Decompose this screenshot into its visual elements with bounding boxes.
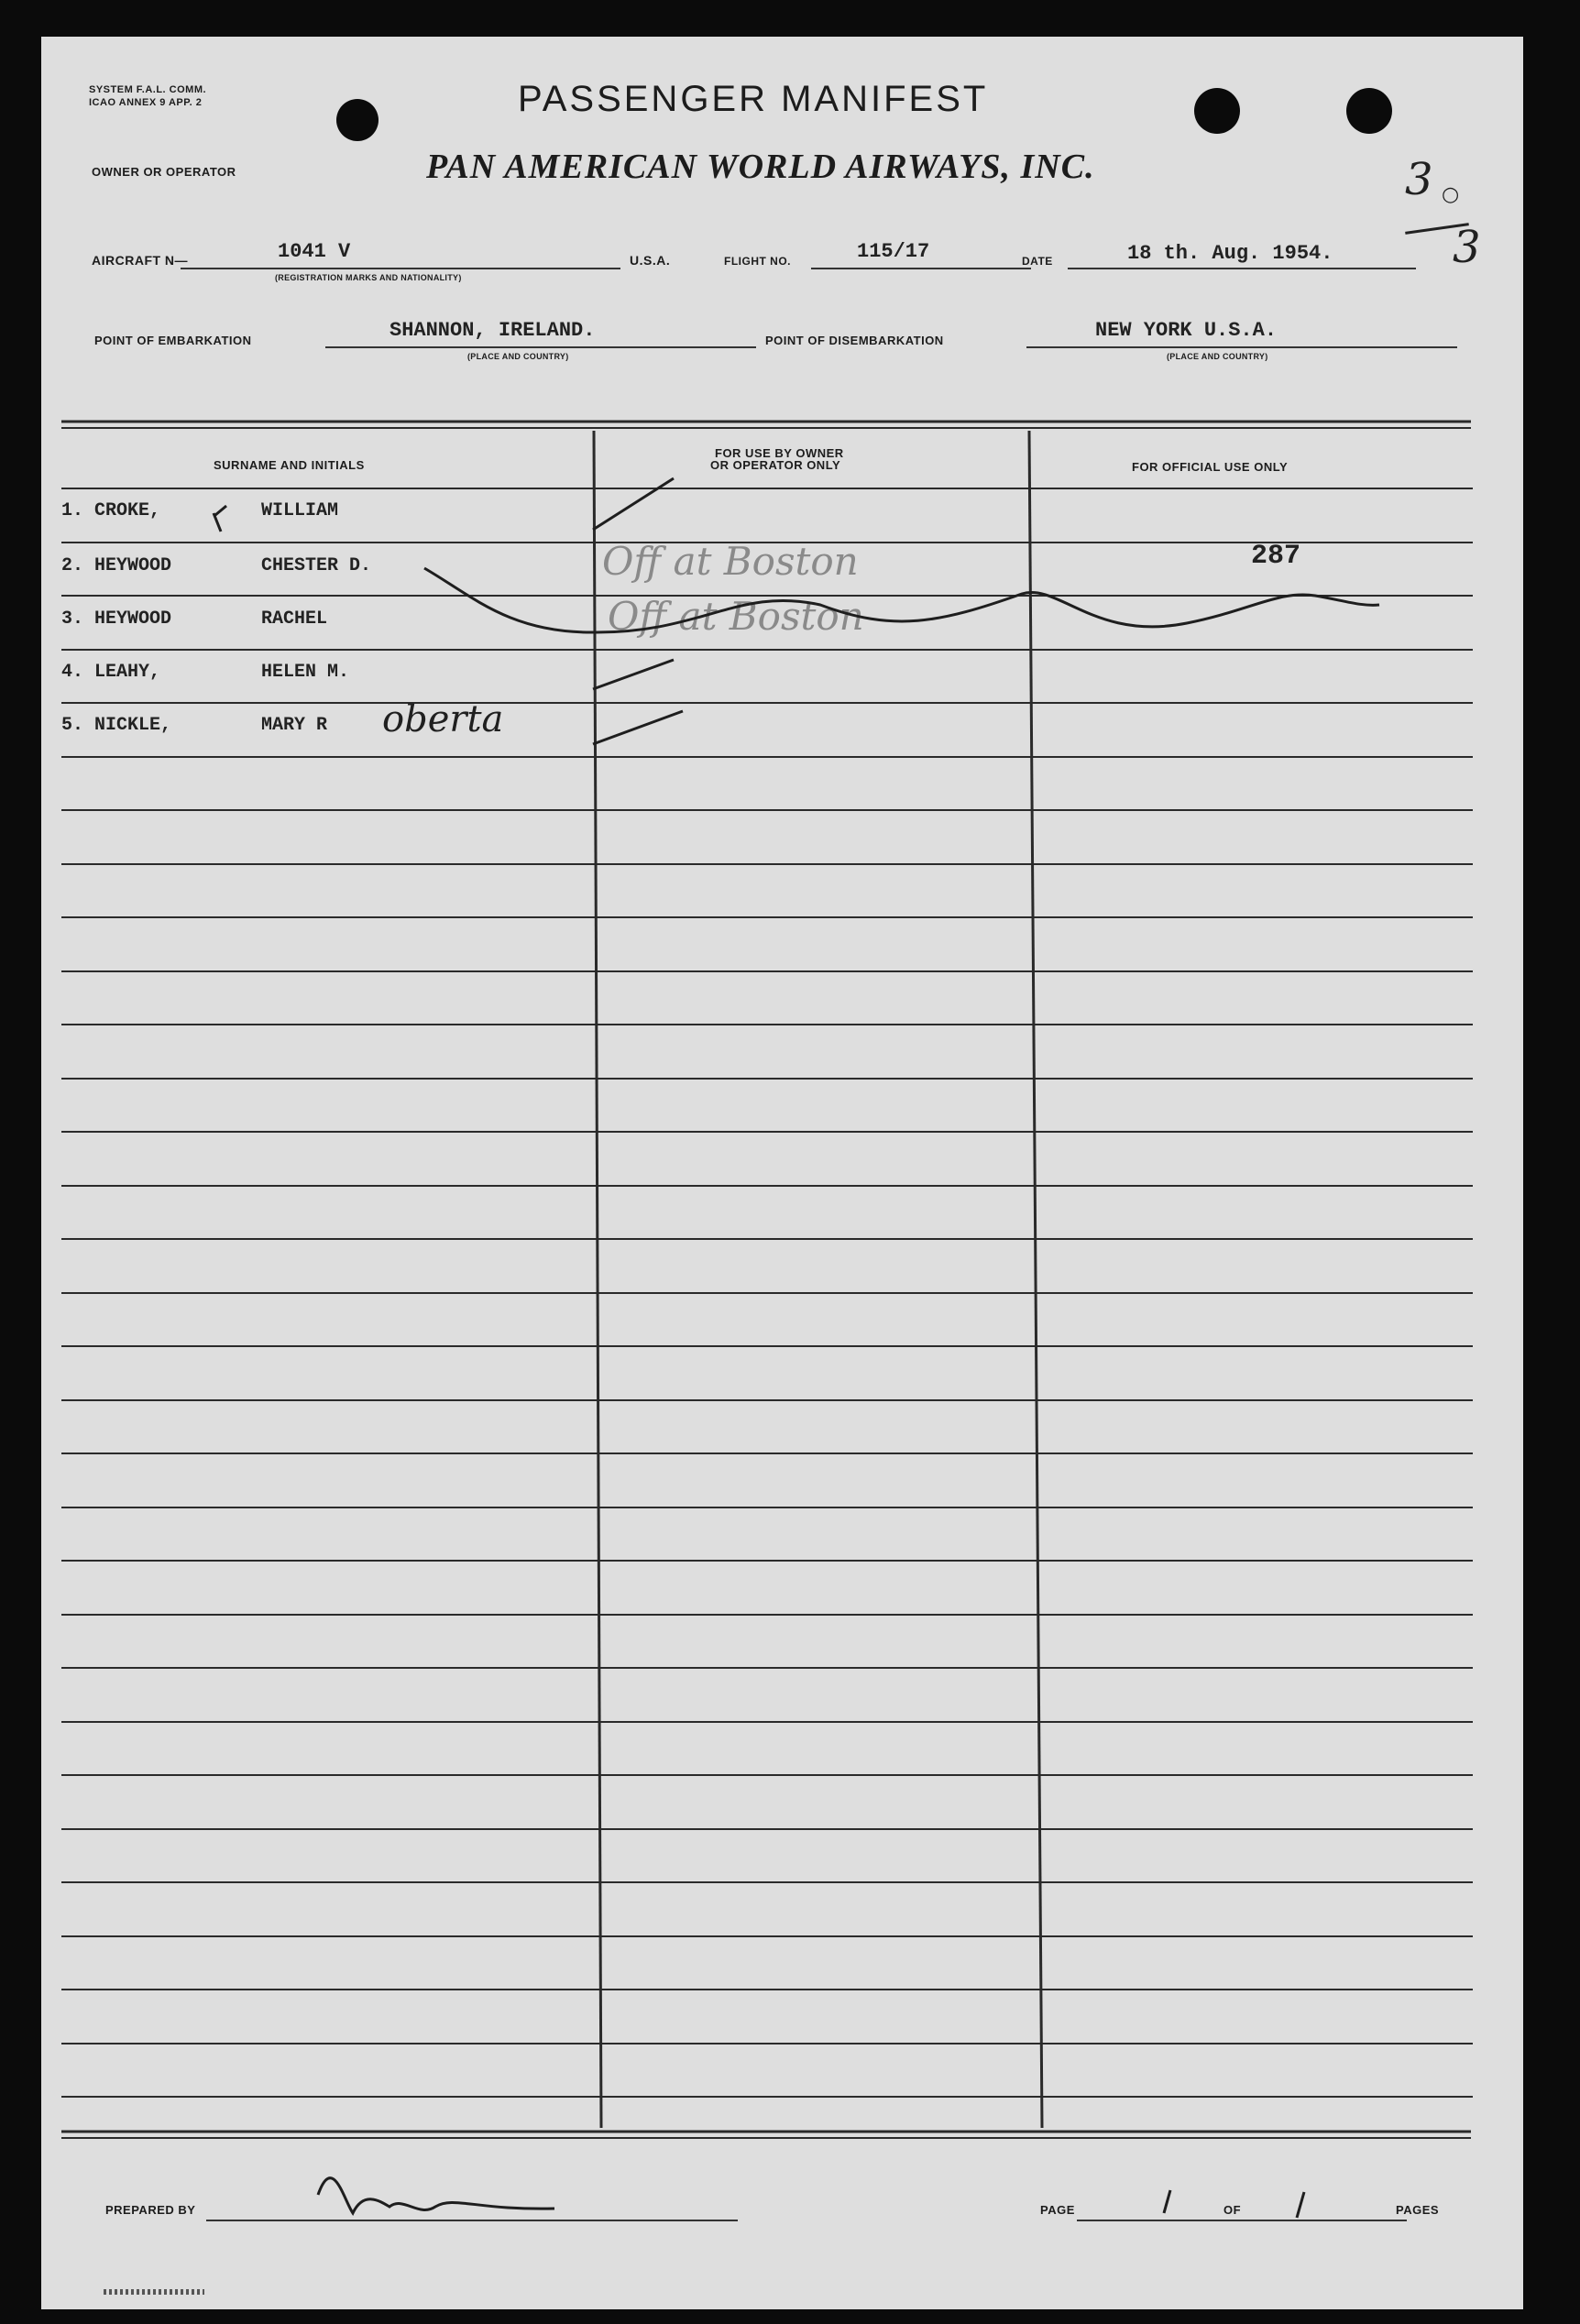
page-mark-sep: ○ bbox=[1442, 183, 1460, 206]
page-mark-top: 3 bbox=[1405, 154, 1433, 205]
row-num: 2. bbox=[61, 555, 84, 576]
page-mark-bottom: 3 bbox=[1453, 222, 1481, 273]
embarkation-caption: (PLACE AND COUNTRY) bbox=[467, 352, 569, 361]
row-num: 3. bbox=[61, 608, 84, 630]
passenger-surname: HEYWOOD bbox=[94, 555, 172, 576]
of-value bbox=[1289, 2181, 1310, 2218]
prepared-label: PREPARED BY bbox=[105, 2203, 196, 2217]
surname-header: SURNAME AND INITIALS bbox=[214, 458, 365, 472]
embarkation-label: POINT OF EMBARKATION bbox=[94, 334, 252, 347]
aircraft-caption: (REGISTRATION MARKS AND NATIONALITY) bbox=[275, 273, 462, 282]
passenger-surname: HEYWOOD bbox=[94, 608, 172, 630]
owner-label: OWNER OR OPERATOR bbox=[92, 165, 236, 179]
row-num: 4. bbox=[61, 662, 84, 683]
operator-name: PAN AMERICAN WORLD AIRWAYS, INC. bbox=[426, 148, 1095, 186]
date-value: 18 th. Aug. 1954. bbox=[1127, 242, 1333, 265]
row-num: 1. bbox=[61, 500, 84, 521]
form-stamp-line2: ICAO ANNEX 9 APP. 2 bbox=[89, 97, 203, 108]
form-stamp-line1: SYSTEM F.A.L. COMM. bbox=[89, 84, 207, 95]
official-entry: 287 bbox=[1251, 541, 1301, 572]
prepared-underline bbox=[206, 2220, 738, 2221]
passenger-given-name: WILLIAM bbox=[261, 500, 339, 521]
aircraft-value: 1041 V bbox=[278, 240, 351, 263]
passenger-given-name-handwritten: oberta bbox=[382, 698, 504, 740]
passenger-given-name: MARY R bbox=[261, 715, 328, 736]
of-label: OF bbox=[1223, 2203, 1242, 2217]
operator-note: Off at Boston bbox=[602, 539, 859, 584]
page-value bbox=[1158, 2181, 1178, 2218]
prepared-signature bbox=[333, 2170, 465, 2207]
usa-label: U.S.A. bbox=[630, 253, 671, 268]
aircraft-label: AIRCRAFT N— bbox=[92, 253, 189, 268]
passenger-given-name: CHESTER D. bbox=[261, 555, 372, 576]
disembarkation-value: NEW YORK U.S.A. bbox=[1095, 319, 1278, 342]
pen-marks bbox=[41, 37, 1523, 2309]
operator-note: Off at Boston bbox=[608, 594, 864, 639]
manifest-page bbox=[41, 37, 1523, 2309]
disembarkation-caption: (PLACE AND COUNTRY) bbox=[1167, 352, 1268, 361]
passenger-surname: NICKLE, bbox=[94, 715, 172, 736]
passenger-given-name: RACHEL bbox=[261, 608, 328, 630]
passenger-given-name: HELEN M. bbox=[261, 662, 350, 683]
embarkation-value: SHANNON, IRELAND. bbox=[390, 319, 596, 342]
operator-header-line1: FOR USE BY OWNER bbox=[715, 446, 844, 460]
flight-label: FLIGHT NO. bbox=[724, 255, 791, 268]
date-label: DATE bbox=[1022, 255, 1053, 268]
page-underline bbox=[1077, 2220, 1407, 2221]
passenger-surname: CROKE, bbox=[94, 500, 161, 521]
disembarkation-label: POINT OF DISEMBARKATION bbox=[765, 334, 944, 347]
page-label: PAGE bbox=[1040, 2203, 1075, 2217]
page-title: PASSENGER MANIFEST bbox=[518, 79, 989, 119]
form-number-stamp bbox=[104, 2289, 204, 2295]
row-num: 5. bbox=[61, 715, 84, 736]
passenger-surname: LEAHY, bbox=[94, 662, 161, 683]
official-header: FOR OFFICIAL USE ONLY bbox=[1132, 460, 1289, 474]
operator-header-line2: OR OPERATOR ONLY bbox=[710, 458, 841, 472]
pages-label: PAGES bbox=[1396, 2203, 1440, 2217]
flight-value: 115/17 bbox=[857, 240, 930, 263]
